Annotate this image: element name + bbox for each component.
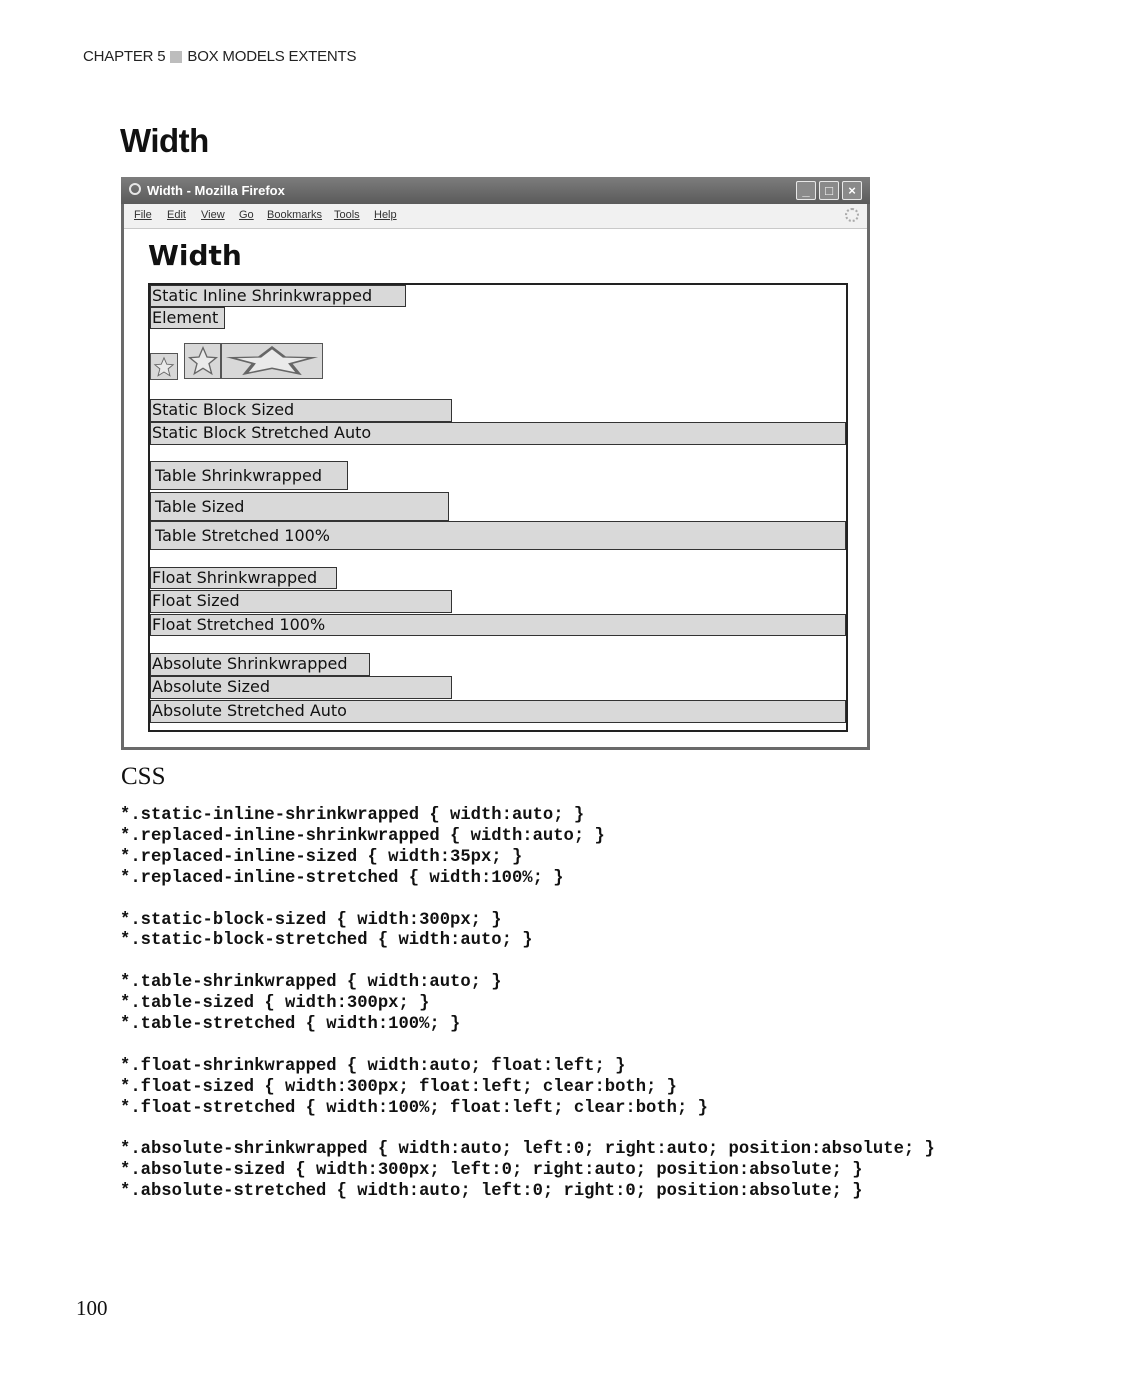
code-line: *.float-sized { width:300px; float:left; clear:both; } [120, 1077, 677, 1097]
absolute-stretched: Absolute Stretched Auto [150, 700, 846, 723]
running-head [83, 48, 356, 65]
minimize-button[interactable]: _ [796, 181, 816, 200]
float-shrinkwrapped: Float Shrinkwrapped [150, 567, 337, 589]
menu-tools[interactable]: Tools [334, 209, 360, 221]
code-line: *.absolute-sized { width:300px; left:0; right:auto; position:absolute; } [120, 1161, 863, 1181]
absolute-sized: Absolute Sized [150, 676, 452, 699]
static-block-sized: Static Block Sized [150, 399, 452, 422]
code-line: *.table-sized { width:300px; } [120, 994, 430, 1014]
throbber-icon [845, 208, 859, 222]
browser-window [121, 177, 870, 750]
css-heading: CSS [121, 763, 166, 790]
chapter-title: BOX MODELS EXTENTS [187, 48, 357, 65]
menu-file[interactable]: File [134, 209, 152, 221]
table-shrinkwrapped: Table Shrinkwrapped [150, 461, 348, 490]
replaced-inline-shrinkwrapped [150, 353, 178, 380]
star-icon [187, 345, 219, 377]
star-icon [223, 345, 321, 377]
code-line: *.table-stretched { width:100%; } [120, 1015, 461, 1035]
code-blank-line [120, 1036, 935, 1057]
menu-view[interactable]: View [201, 209, 225, 221]
float-sized: Float Sized [150, 590, 452, 613]
code-line: *.table-shrinkwrapped { width:auto; } [120, 973, 502, 993]
code-blank-line [120, 1120, 935, 1141]
code-line: *.float-stretched { width:100%; float:left; clear:both; } [120, 1098, 708, 1118]
page-content [124, 229, 867, 747]
menu-go[interactable]: Go [239, 209, 254, 221]
static-block-stretched: Static Block Stretched Auto [150, 422, 846, 445]
static-inline-shrinkwrapped: Static Inline Shrinkwrapped [150, 285, 406, 307]
code-line: *.replaced-inline-shrinkwrapped { width:auto; } [120, 826, 605, 846]
page-heading: Width [148, 239, 242, 272]
table-stretched: Table Stretched 100% [150, 521, 846, 550]
absolute-shrinkwrapped: Absolute Shrinkwrapped [150, 653, 370, 676]
float-stretched: Float Stretched 100% [150, 614, 846, 636]
close-button[interactable]: × [842, 181, 862, 200]
code-line: *.absolute-stretched { width:auto; left:0; right:0; position:absolute; } [120, 1182, 863, 1202]
table-sized: Table Sized [150, 492, 449, 521]
code-line: *.absolute-shrinkwrapped { width:auto; left:0; right:auto; position:absolute; } [120, 1140, 935, 1160]
code-line: *.float-shrinkwrapped { width:auto; float:left; } [120, 1056, 626, 1076]
code-line: *.static-inline-shrinkwrapped { width:auto; } [120, 806, 585, 825]
menu-edit[interactable]: Edit [167, 209, 186, 221]
code-line: *.replaced-inline-sized { width:35px; } [120, 847, 523, 867]
menu-bar [124, 204, 867, 229]
firefox-icon [129, 183, 141, 195]
code-line: *.static-block-sized { width:300px; } [120, 910, 502, 930]
section-title: Width [120, 122, 209, 159]
replaced-inline-stretched [221, 343, 323, 379]
code-line: *.static-block-stretched { width:auto; } [120, 931, 533, 951]
code-blank-line [120, 952, 935, 973]
demo-container [148, 283, 848, 732]
code-blank-line [120, 890, 935, 911]
chapter-label: CHAPTER 5 [83, 48, 166, 65]
page-number: 100 [76, 1296, 108, 1320]
css-code-listing [120, 806, 935, 1203]
code-line: *.replaced-inline-stretched { width:100%; } [120, 868, 564, 888]
square-icon [170, 51, 182, 63]
menu-help[interactable]: Help [374, 209, 397, 221]
maximize-button[interactable]: □ [819, 181, 839, 200]
replaced-inline-sized [184, 343, 221, 379]
star-icon [153, 356, 175, 378]
static-inline-shrinkwrapped-cont: Element [150, 307, 225, 329]
window-title: Width - Mozilla Firefox [147, 183, 285, 198]
title-bar [121, 177, 870, 204]
menu-bookmarks[interactable]: Bookmarks [267, 209, 323, 221]
